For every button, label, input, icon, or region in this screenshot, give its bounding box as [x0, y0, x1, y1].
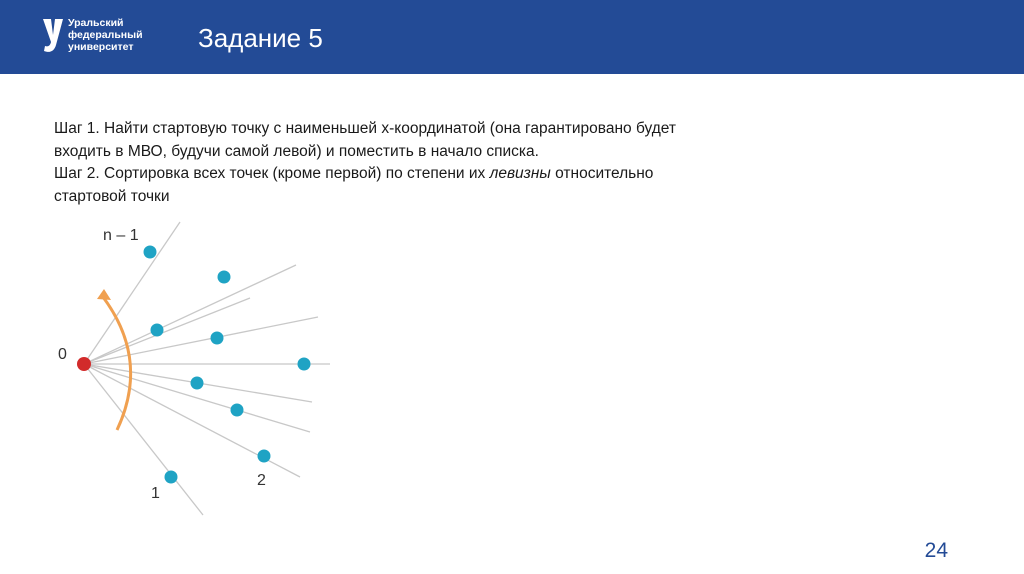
point	[191, 377, 204, 390]
point	[151, 324, 164, 337]
logo-line-1: Уральский	[68, 17, 124, 29]
page-title: Задание 5	[198, 23, 323, 53]
point	[211, 332, 224, 345]
label-start: 0	[58, 346, 67, 363]
step1-line-1: Шаг 1. Найти стартовую точку с наименьшей x-координатой (она гарантировано будет	[54, 120, 676, 137]
point	[165, 471, 178, 484]
ray	[84, 364, 203, 515]
point	[218, 271, 231, 284]
point	[258, 450, 271, 463]
step1-line-2: входить в МВО, будучи самой левой) и поместить в начало списка.	[54, 142, 539, 160]
arrow-head-icon	[97, 289, 111, 300]
page-number: 24	[924, 539, 948, 562]
start-point	[77, 357, 91, 371]
step2-line-2: стартовой точки	[54, 187, 170, 205]
ray	[84, 364, 310, 432]
logo-line-2: федеральный	[68, 29, 143, 41]
point	[231, 404, 244, 417]
step2-suffix: относительно	[550, 165, 654, 182]
point	[144, 246, 157, 259]
step2-emphasis: левизны	[489, 165, 551, 182]
label-second: 2	[257, 472, 266, 489]
rays	[84, 222, 330, 515]
label-last: n – 1	[103, 227, 139, 244]
label-first: 1	[151, 485, 160, 502]
logo-line-3: университет	[68, 41, 134, 53]
step2-prefix: Шаг 2. Сортировка всех точек (кроме первой) по степени их	[54, 165, 490, 182]
point	[298, 358, 311, 371]
